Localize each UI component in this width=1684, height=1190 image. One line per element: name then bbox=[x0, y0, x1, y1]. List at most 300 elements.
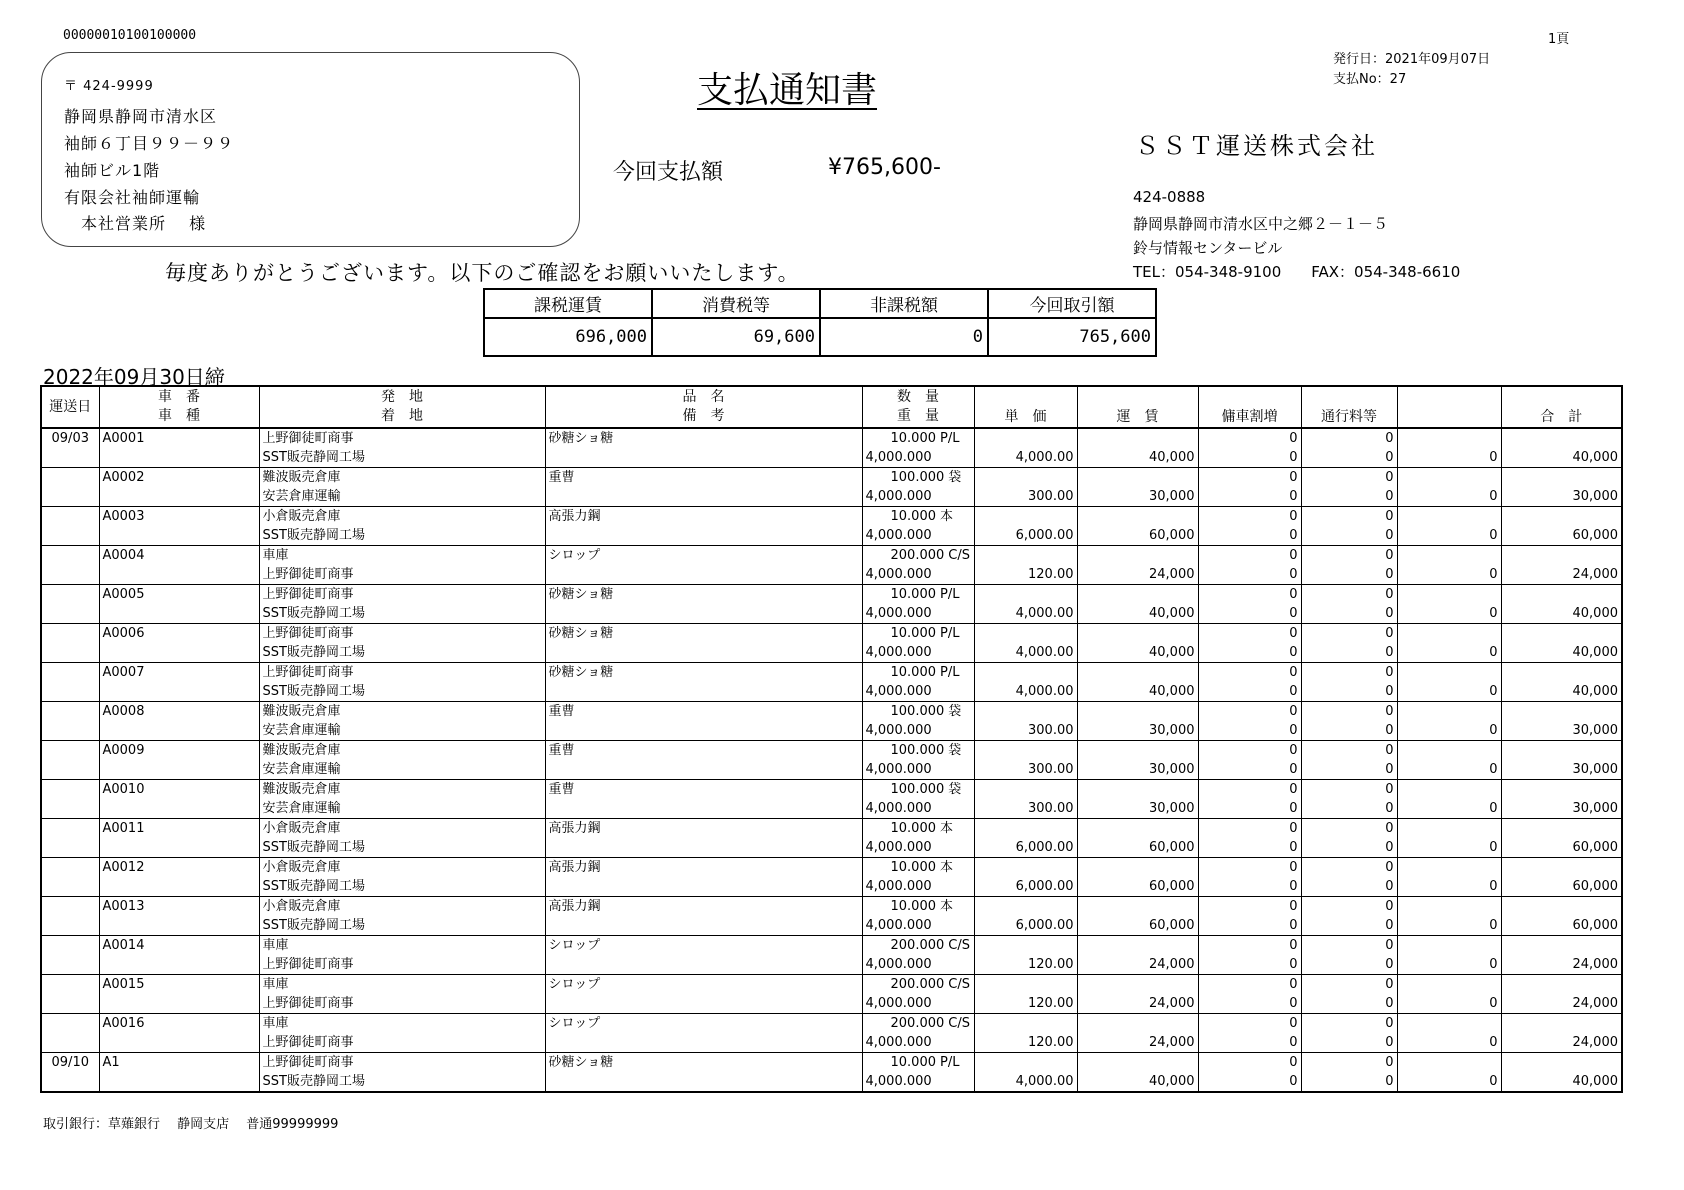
cell-toll: 0 bbox=[1301, 780, 1397, 800]
cell-weight: 4,000.000 bbox=[862, 838, 974, 858]
cell-note bbox=[545, 604, 862, 624]
cell-empty bbox=[1077, 663, 1198, 683]
cell-toll: 0 bbox=[1301, 819, 1397, 839]
qty-unit: C/S bbox=[948, 1016, 970, 1031]
cell-date bbox=[41, 936, 99, 956]
cell-fare: 60,000 bbox=[1077, 526, 1198, 546]
cell-total: 40,000 bbox=[1501, 448, 1622, 468]
document-code: 00000010100100000 bbox=[63, 28, 197, 43]
cell-car-type bbox=[99, 448, 259, 468]
cell-weight: 4,000.000 bbox=[862, 448, 974, 468]
table-row bbox=[41, 1033, 1622, 1053]
cell-toll: 0 bbox=[1301, 858, 1397, 878]
table-row bbox=[41, 448, 1622, 468]
cell-toll: 0 bbox=[1301, 916, 1397, 936]
cell-empty bbox=[41, 1033, 99, 1053]
cell-total: 60,000 bbox=[1501, 526, 1622, 546]
cell-note bbox=[545, 760, 862, 780]
cell-empty bbox=[974, 819, 1077, 839]
table-row bbox=[41, 721, 1622, 741]
summary-header-nontaxable: 非課税額 bbox=[820, 289, 988, 318]
qty-value: 10.000 bbox=[890, 587, 936, 602]
payment-amount: ¥765,600- bbox=[828, 155, 941, 180]
cell-fare: 40,000 bbox=[1077, 643, 1198, 663]
table-row bbox=[41, 507, 1622, 527]
cell-fare: 24,000 bbox=[1077, 565, 1198, 585]
cell-fare: 30,000 bbox=[1077, 487, 1198, 507]
cell-charter: 0 bbox=[1198, 604, 1301, 624]
cell-total: 30,000 bbox=[1501, 721, 1622, 741]
cell-empty bbox=[41, 916, 99, 936]
qty-value: 200.000 bbox=[890, 938, 945, 953]
header-qty-weight: 数 量 重 量 bbox=[862, 386, 974, 428]
cell-fare: 30,000 bbox=[1077, 760, 1198, 780]
cell-weight: 4,000.000 bbox=[862, 994, 974, 1014]
cell-empty bbox=[1077, 1014, 1198, 1034]
cell-item: 高張力鋼 bbox=[545, 858, 862, 878]
cell-toll: 0 bbox=[1301, 643, 1397, 663]
cell-unit-price: 4,000.00 bbox=[974, 643, 1077, 663]
table-row bbox=[41, 546, 1622, 566]
qty-unit: 袋 bbox=[948, 470, 962, 485]
cell-dest: SST販売静岡工場 bbox=[259, 604, 545, 624]
cell-qty bbox=[862, 936, 974, 956]
table-row bbox=[41, 604, 1622, 624]
cell-qty bbox=[862, 780, 974, 800]
cell-note bbox=[545, 838, 862, 858]
table-row bbox=[41, 682, 1622, 702]
table-row bbox=[41, 702, 1622, 722]
cell-toll: 0 bbox=[1301, 994, 1397, 1014]
table-row bbox=[41, 780, 1622, 800]
cell-date bbox=[41, 858, 99, 878]
cell-dest: 安芸倉庫運輸 bbox=[259, 721, 545, 741]
cell-charter: 0 bbox=[1198, 428, 1301, 448]
cell-empty bbox=[974, 468, 1077, 488]
cell-empty bbox=[1501, 1053, 1622, 1073]
cell-total: 60,000 bbox=[1501, 916, 1622, 936]
cell-car-no: A0008 bbox=[99, 702, 259, 722]
cell-weight: 4,000.000 bbox=[862, 721, 974, 741]
cell-unit-price: 6,000.00 bbox=[974, 526, 1077, 546]
cell-date bbox=[41, 663, 99, 683]
cell-car-no: A0014 bbox=[99, 936, 259, 956]
payment-number: 支払No：27 bbox=[1333, 72, 1407, 87]
cell-fare: 60,000 bbox=[1077, 877, 1198, 897]
document-title: 支払通知書 bbox=[697, 70, 878, 111]
cell-empty bbox=[974, 1053, 1077, 1073]
cell-toll: 0 bbox=[1301, 975, 1397, 995]
cell-qty bbox=[862, 1014, 974, 1034]
qty-unit: 本 bbox=[940, 509, 954, 524]
cell-note bbox=[545, 565, 862, 585]
cell-car-no: A0003 bbox=[99, 507, 259, 527]
cell-empty bbox=[1397, 858, 1501, 878]
cell-car-no: A0006 bbox=[99, 624, 259, 644]
qty-value: 10.000 bbox=[890, 626, 936, 641]
cell-unit-price: 4,000.00 bbox=[974, 1072, 1077, 1092]
cell-item: 砂糖ショ糖 bbox=[545, 624, 862, 644]
cell-total: 60,000 bbox=[1501, 877, 1622, 897]
cell-item: シロップ bbox=[545, 936, 862, 956]
cell-item: 重曹 bbox=[545, 780, 862, 800]
cell-date bbox=[41, 897, 99, 917]
issuer-postal: 424-0888 bbox=[1133, 188, 1206, 206]
cell-weight: 4,000.000 bbox=[862, 916, 974, 936]
cell-extra: 0 bbox=[1397, 604, 1501, 624]
table-row bbox=[41, 428, 1622, 448]
cell-empty bbox=[1077, 585, 1198, 605]
qty-value: 200.000 bbox=[890, 548, 945, 563]
closing-date: 2022年09月30日締 bbox=[43, 365, 225, 389]
cell-total: 40,000 bbox=[1501, 682, 1622, 702]
cell-car-no: A0005 bbox=[99, 585, 259, 605]
cell-toll: 0 bbox=[1301, 1072, 1397, 1092]
cell-unit-price: 120.00 bbox=[974, 994, 1077, 1014]
cell-date bbox=[41, 507, 99, 527]
cell-total: 30,000 bbox=[1501, 487, 1622, 507]
cell-note bbox=[545, 1033, 862, 1053]
qty-value: 200.000 bbox=[890, 977, 945, 992]
cell-car-type bbox=[99, 565, 259, 585]
qty-value: 10.000 bbox=[890, 1055, 936, 1070]
cell-charter: 0 bbox=[1198, 936, 1301, 956]
summary-value-total: 765,600 bbox=[988, 318, 1156, 356]
table-row bbox=[41, 1053, 1622, 1073]
header-fare: 運 賃 bbox=[1077, 386, 1198, 428]
cell-charter: 0 bbox=[1198, 877, 1301, 897]
cell-charter: 0 bbox=[1198, 565, 1301, 585]
cell-toll: 0 bbox=[1301, 507, 1397, 527]
cell-charter: 0 bbox=[1198, 507, 1301, 527]
cell-item: 砂糖ショ糖 bbox=[545, 428, 862, 448]
cell-qty bbox=[862, 897, 974, 917]
cell-unit-price: 6,000.00 bbox=[974, 838, 1077, 858]
qty-unit: 袋 bbox=[948, 743, 962, 758]
cell-weight: 4,000.000 bbox=[862, 955, 974, 975]
cell-car-no: A0013 bbox=[99, 897, 259, 917]
qty-value: 100.000 bbox=[890, 470, 945, 485]
cell-extra: 0 bbox=[1397, 448, 1501, 468]
cell-empty bbox=[1397, 546, 1501, 566]
cell-car-type bbox=[99, 1072, 259, 1092]
cell-car-no: A0002 bbox=[99, 468, 259, 488]
table-row bbox=[41, 1014, 1622, 1034]
cell-charter: 0 bbox=[1198, 702, 1301, 722]
summary-value-tax: 69,600 bbox=[652, 318, 820, 356]
table-row bbox=[41, 936, 1622, 956]
header-date: 運送日 bbox=[41, 386, 99, 428]
table-row bbox=[41, 663, 1622, 683]
cell-weight: 4,000.000 bbox=[862, 526, 974, 546]
cell-empty bbox=[41, 487, 99, 507]
cell-origin: 小倉販売倉庫 bbox=[259, 897, 545, 917]
cell-dest: SST販売静岡工場 bbox=[259, 877, 545, 897]
cell-empty bbox=[1397, 663, 1501, 683]
page-number: 1頁 bbox=[1548, 32, 1570, 47]
qty-unit: 本 bbox=[940, 821, 954, 836]
cell-toll: 0 bbox=[1301, 955, 1397, 975]
cell-empty bbox=[1501, 546, 1622, 566]
qty-unit: C/S bbox=[948, 938, 970, 953]
cell-total: 24,000 bbox=[1501, 994, 1622, 1014]
qty-unit: 袋 bbox=[948, 782, 962, 797]
issuer-building: 鈴与情報センタービル bbox=[1133, 239, 1283, 257]
cell-weight: 4,000.000 bbox=[862, 565, 974, 585]
cell-item: 高張力鋼 bbox=[545, 819, 862, 839]
cell-total: 24,000 bbox=[1501, 955, 1622, 975]
cell-note bbox=[545, 994, 862, 1014]
detail-table bbox=[40, 385, 1623, 1093]
qty-value: 10.000 bbox=[890, 665, 936, 680]
cell-extra: 0 bbox=[1397, 760, 1501, 780]
cell-empty bbox=[1501, 780, 1622, 800]
cell-charter: 0 bbox=[1198, 624, 1301, 644]
table-row bbox=[41, 799, 1622, 819]
cell-fare: 24,000 bbox=[1077, 1033, 1198, 1053]
cell-empty bbox=[1397, 507, 1501, 527]
cell-empty bbox=[1397, 428, 1501, 448]
cell-charter: 0 bbox=[1198, 994, 1301, 1014]
cell-charter: 0 bbox=[1198, 721, 1301, 741]
cell-total: 24,000 bbox=[1501, 565, 1622, 585]
cell-date bbox=[41, 741, 99, 761]
qty-unit: 本 bbox=[940, 860, 954, 875]
cell-charter: 0 bbox=[1198, 682, 1301, 702]
qty-unit: C/S bbox=[948, 548, 970, 563]
cell-weight: 4,000.000 bbox=[862, 487, 974, 507]
cell-car-type bbox=[99, 799, 259, 819]
cell-empty bbox=[974, 741, 1077, 761]
qty-value: 10.000 bbox=[890, 509, 936, 524]
table-row bbox=[41, 468, 1622, 488]
cell-empty bbox=[1501, 975, 1622, 995]
cell-empty bbox=[1501, 741, 1622, 761]
cell-empty bbox=[1501, 1014, 1622, 1034]
cell-extra: 0 bbox=[1397, 877, 1501, 897]
cell-car-type bbox=[99, 487, 259, 507]
qty-value: 100.000 bbox=[890, 704, 945, 719]
cell-item: 重曹 bbox=[545, 702, 862, 722]
cell-empty bbox=[1501, 897, 1622, 917]
cell-weight: 4,000.000 bbox=[862, 1072, 974, 1092]
cell-dest: 安芸倉庫運輸 bbox=[259, 487, 545, 507]
cell-empty bbox=[1077, 507, 1198, 527]
cell-extra: 0 bbox=[1397, 1033, 1501, 1053]
cell-date bbox=[41, 468, 99, 488]
cell-charter: 0 bbox=[1198, 546, 1301, 566]
cell-empty bbox=[1501, 624, 1622, 644]
summary-header-taxable: 課税運賃 bbox=[484, 289, 652, 318]
cell-empty bbox=[1077, 975, 1198, 995]
cell-extra: 0 bbox=[1397, 1072, 1501, 1092]
qty-unit: P/L bbox=[940, 587, 960, 602]
summary-value-taxable: 696,000 bbox=[484, 318, 652, 356]
cell-empty bbox=[41, 565, 99, 585]
cell-charter: 0 bbox=[1198, 663, 1301, 683]
cell-empty bbox=[974, 663, 1077, 683]
cell-empty bbox=[974, 780, 1077, 800]
cell-car-no: A0007 bbox=[99, 663, 259, 683]
cell-toll: 0 bbox=[1301, 702, 1397, 722]
table-row bbox=[41, 526, 1622, 546]
cell-car-no: A0004 bbox=[99, 546, 259, 566]
cell-empty bbox=[1077, 936, 1198, 956]
cell-note bbox=[545, 955, 862, 975]
cell-charter: 0 bbox=[1198, 799, 1301, 819]
cell-empty bbox=[1077, 702, 1198, 722]
cell-toll: 0 bbox=[1301, 721, 1397, 741]
cell-toll: 0 bbox=[1301, 546, 1397, 566]
cell-car-type bbox=[99, 682, 259, 702]
cell-car-type bbox=[99, 877, 259, 897]
cell-total: 40,000 bbox=[1501, 604, 1622, 624]
cell-item: シロップ bbox=[545, 975, 862, 995]
cell-car-type bbox=[99, 604, 259, 624]
header-toll: 通行料等 bbox=[1301, 386, 1397, 428]
qty-unit: 本 bbox=[940, 899, 954, 914]
cell-car-type bbox=[99, 760, 259, 780]
cell-weight: 4,000.000 bbox=[862, 760, 974, 780]
cell-qty bbox=[862, 624, 974, 644]
cell-empty bbox=[41, 877, 99, 897]
greeting-message: 毎度ありがとうございます。以下のご確認をお願いいたします。 bbox=[165, 261, 800, 285]
cell-empty bbox=[1077, 1053, 1198, 1073]
summary-table bbox=[483, 288, 1157, 357]
cell-date bbox=[41, 702, 99, 722]
cell-empty bbox=[974, 624, 1077, 644]
table-row bbox=[41, 585, 1622, 605]
cell-charter: 0 bbox=[1198, 897, 1301, 917]
cell-empty bbox=[1077, 780, 1198, 800]
detail-header-row bbox=[41, 386, 1622, 428]
cell-weight: 4,000.000 bbox=[862, 643, 974, 663]
cell-empty bbox=[1501, 858, 1622, 878]
cell-qty bbox=[862, 819, 974, 839]
cell-toll: 0 bbox=[1301, 897, 1397, 917]
table-row bbox=[41, 1072, 1622, 1092]
cell-toll: 0 bbox=[1301, 585, 1397, 605]
cell-empty bbox=[974, 585, 1077, 605]
cell-car-type bbox=[99, 1033, 259, 1053]
qty-value: 100.000 bbox=[890, 743, 945, 758]
cell-unit-price: 6,000.00 bbox=[974, 916, 1077, 936]
cell-origin: 上野御徒町商事 bbox=[259, 585, 545, 605]
cell-empty bbox=[1501, 585, 1622, 605]
cell-toll: 0 bbox=[1301, 760, 1397, 780]
cell-empty bbox=[1397, 819, 1501, 839]
cell-empty bbox=[41, 994, 99, 1014]
cell-car-no: A0015 bbox=[99, 975, 259, 995]
payment-label: 今回支払額 bbox=[613, 160, 724, 185]
cell-charter: 0 bbox=[1198, 1033, 1301, 1053]
cell-date bbox=[41, 975, 99, 995]
cell-dest: SST販売静岡工場 bbox=[259, 526, 545, 546]
cell-empty bbox=[1501, 936, 1622, 956]
cell-qty bbox=[862, 546, 974, 566]
cell-toll: 0 bbox=[1301, 1053, 1397, 1073]
recipient-line-4: 有限会社袖師運輸 bbox=[64, 188, 201, 207]
cell-car-type bbox=[99, 721, 259, 741]
cell-empty bbox=[1077, 858, 1198, 878]
cell-empty bbox=[1077, 468, 1198, 488]
cell-total: 60,000 bbox=[1501, 838, 1622, 858]
cell-empty bbox=[974, 858, 1077, 878]
cell-fare: 24,000 bbox=[1077, 955, 1198, 975]
summary-header-total: 今回取引額 bbox=[988, 289, 1156, 318]
cell-car-no: A0012 bbox=[99, 858, 259, 878]
cell-charter: 0 bbox=[1198, 916, 1301, 936]
recipient-line-3: 袖師ビル1階 bbox=[64, 161, 161, 180]
table-row bbox=[41, 877, 1622, 897]
cell-note bbox=[545, 643, 862, 663]
cell-empty bbox=[1397, 585, 1501, 605]
cell-empty bbox=[974, 428, 1077, 448]
issuer-company-name: ＳＳＴ運送株式会社 bbox=[1135, 132, 1378, 160]
cell-note bbox=[545, 526, 862, 546]
cell-toll: 0 bbox=[1301, 1014, 1397, 1034]
qty-unit: C/S bbox=[948, 977, 970, 992]
cell-date bbox=[41, 624, 99, 644]
cell-origin: 小倉販売倉庫 bbox=[259, 507, 545, 527]
cell-origin: 上野御徒町商事 bbox=[259, 428, 545, 448]
cell-origin: 難波販売倉庫 bbox=[259, 468, 545, 488]
cell-item: 重曹 bbox=[545, 741, 862, 761]
cell-empty bbox=[41, 721, 99, 741]
cell-toll: 0 bbox=[1301, 487, 1397, 507]
cell-note bbox=[545, 916, 862, 936]
cell-note bbox=[545, 448, 862, 468]
qty-unit: 袋 bbox=[948, 704, 962, 719]
cell-origin: 小倉販売倉庫 bbox=[259, 819, 545, 839]
cell-empty bbox=[41, 955, 99, 975]
cell-toll: 0 bbox=[1301, 1033, 1397, 1053]
cell-dest: SST販売静岡工場 bbox=[259, 1072, 545, 1092]
cell-item: 砂糖ショ糖 bbox=[545, 1053, 862, 1073]
cell-qty bbox=[862, 975, 974, 995]
cell-toll: 0 bbox=[1301, 663, 1397, 683]
cell-empty bbox=[1501, 428, 1622, 448]
cell-toll: 0 bbox=[1301, 448, 1397, 468]
table-row bbox=[41, 487, 1622, 507]
cell-note bbox=[545, 682, 862, 702]
cell-empty bbox=[1077, 897, 1198, 917]
cell-charter: 0 bbox=[1198, 1014, 1301, 1034]
cell-origin: 小倉販売倉庫 bbox=[259, 858, 545, 878]
cell-fare: 30,000 bbox=[1077, 721, 1198, 741]
cell-qty bbox=[862, 585, 974, 605]
cell-empty bbox=[1501, 702, 1622, 722]
cell-fare: 30,000 bbox=[1077, 799, 1198, 819]
cell-charter: 0 bbox=[1198, 858, 1301, 878]
cell-total: 24,000 bbox=[1501, 1033, 1622, 1053]
cell-toll: 0 bbox=[1301, 604, 1397, 624]
detail-body bbox=[41, 428, 1622, 1092]
cell-extra: 0 bbox=[1397, 838, 1501, 858]
qty-unit: P/L bbox=[940, 665, 960, 680]
table-row bbox=[41, 565, 1622, 585]
cell-empty bbox=[41, 643, 99, 663]
qty-unit: P/L bbox=[940, 431, 960, 446]
cell-empty bbox=[974, 975, 1077, 995]
cell-dest: SST販売静岡工場 bbox=[259, 916, 545, 936]
table-row bbox=[41, 643, 1622, 663]
cell-car-no: A0010 bbox=[99, 780, 259, 800]
cell-origin: 難波販売倉庫 bbox=[259, 741, 545, 761]
cell-note bbox=[545, 1072, 862, 1092]
cell-origin: 車庫 bbox=[259, 1014, 545, 1034]
header-item-note: 品 名 備 考 bbox=[545, 386, 862, 428]
